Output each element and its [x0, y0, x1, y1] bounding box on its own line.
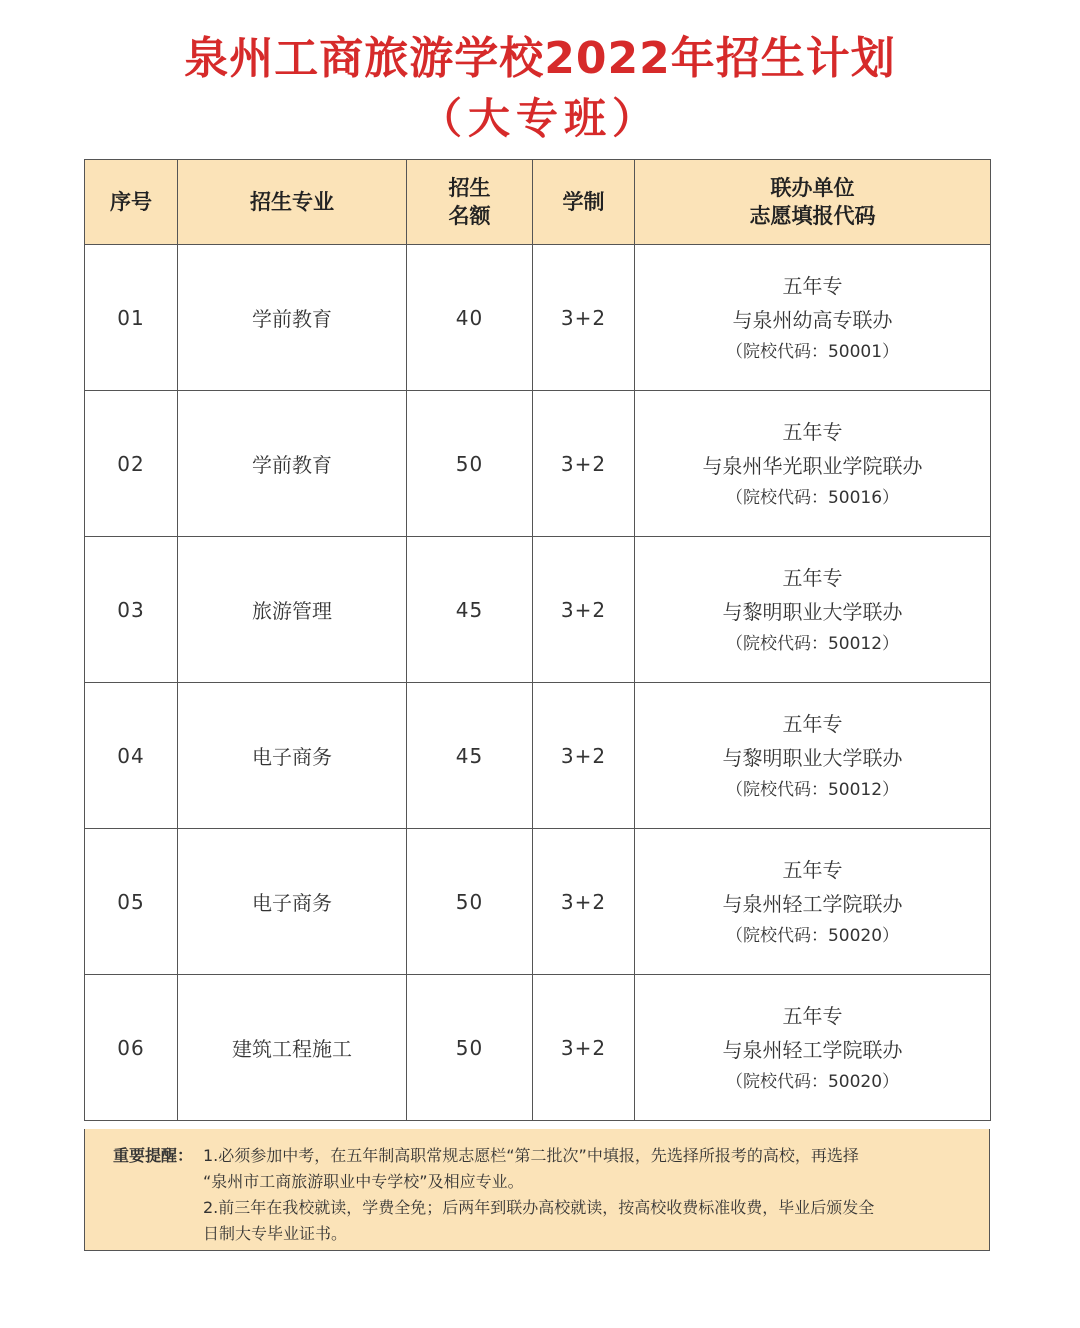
unit-type: 五年专	[782, 273, 843, 298]
header-seq: 序号	[85, 160, 178, 245]
cell-unit	[635, 829, 991, 975]
enrollment-plan-table	[84, 159, 991, 1121]
unit-code: （院校代码：50016）	[725, 487, 900, 508]
cell-major: 电子商务	[178, 683, 407, 829]
notice-label: 重要提醒：	[113, 1146, 194, 1165]
header-major: 招生专业	[178, 160, 407, 245]
table-row	[85, 537, 991, 683]
cell-seq: 02	[85, 391, 178, 537]
unit-partner: 与黎明职业大学联办	[722, 599, 903, 624]
page-title: 泉州工商旅游学校2022年招生计划	[184, 33, 896, 84]
cell-system: 3+2	[533, 537, 635, 683]
notice-item-1-line-2: “泉州市工商旅游职业中专学校”及相应专业。	[203, 1172, 524, 1191]
important-notice	[84, 1129, 990, 1251]
unit-partner: 与泉州幼高专联办	[732, 307, 893, 332]
cell-seq: 06	[85, 975, 178, 1121]
unit-type: 五年专	[782, 857, 843, 882]
header-system: 学制	[533, 160, 635, 245]
cell-unit	[635, 245, 991, 391]
unit-code: （院校代码：50012）	[725, 633, 900, 654]
notice-body	[203, 1143, 943, 1247]
cell-seq: 05	[85, 829, 178, 975]
unit-code: （院校代码：50001）	[725, 341, 900, 362]
notice-item-2-line-2: 日制大专毕业证书。	[203, 1224, 348, 1243]
cell-quota: 50	[407, 829, 533, 975]
page-subtitle: （大专班）	[419, 94, 660, 143]
cell-system: 3+2	[533, 829, 635, 975]
unit-partner: 与泉州华光职业学院联办	[702, 453, 923, 478]
cell-unit	[635, 391, 991, 537]
cell-unit	[635, 975, 991, 1121]
cell-system: 3+2	[533, 975, 635, 1121]
header-unit-line1: 联办单位	[770, 176, 855, 200]
unit-partner: 与泉州轻工学院联办	[722, 891, 903, 916]
cell-major: 学前教育	[178, 391, 407, 537]
cell-system: 3+2	[533, 391, 635, 537]
header-quota-line2: 名额	[448, 204, 491, 228]
unit-partner: 与泉州轻工学院联办	[722, 1037, 903, 1062]
unit-code: （院校代码：50020）	[725, 1071, 900, 1092]
cell-major: 旅游管理	[178, 537, 407, 683]
table-row	[85, 975, 991, 1121]
cell-quota: 50	[407, 975, 533, 1121]
unit-code: （院校代码：50012）	[725, 779, 900, 800]
cell-system: 3+2	[533, 245, 635, 391]
cell-seq: 03	[85, 537, 178, 683]
cell-seq: 01	[85, 245, 178, 391]
unit-type: 五年专	[782, 711, 843, 736]
notice-item-1-line-1: 1.必须参加中考，在五年制高职常规志愿栏“第二批次”中填报，先选择所报考的高校，再选择	[203, 1146, 859, 1165]
notice-item-2-line-1: 2.前三年在我校就读，学费全免；后两年到联办高校就读，按高校收费标准收费，毕业后颁发全	[203, 1198, 875, 1217]
header-unit	[635, 160, 991, 245]
cell-unit	[635, 537, 991, 683]
cell-quota: 45	[407, 683, 533, 829]
cell-major: 建筑工程施工	[178, 975, 407, 1121]
table-header-row	[85, 160, 991, 245]
cell-seq: 04	[85, 683, 178, 829]
cell-quota: 40	[407, 245, 533, 391]
cell-system: 3+2	[533, 683, 635, 829]
header-quota	[407, 160, 533, 245]
table-row	[85, 245, 991, 391]
cell-major: 学前教育	[178, 245, 407, 391]
table-row	[85, 683, 991, 829]
table-row	[85, 391, 991, 537]
cell-quota: 45	[407, 537, 533, 683]
cell-unit	[635, 683, 991, 829]
unit-code: （院校代码：50020）	[725, 925, 900, 946]
unit-type: 五年专	[782, 419, 843, 444]
header-unit-line2: 志愿填报代码	[749, 204, 876, 228]
unit-type: 五年专	[782, 565, 843, 590]
cell-major: 电子商务	[178, 829, 407, 975]
cell-quota: 50	[407, 391, 533, 537]
table-row	[85, 829, 991, 975]
header-quota-line1: 招生	[448, 176, 491, 200]
unit-type: 五年专	[782, 1003, 843, 1028]
unit-partner: 与黎明职业大学联办	[722, 745, 903, 770]
